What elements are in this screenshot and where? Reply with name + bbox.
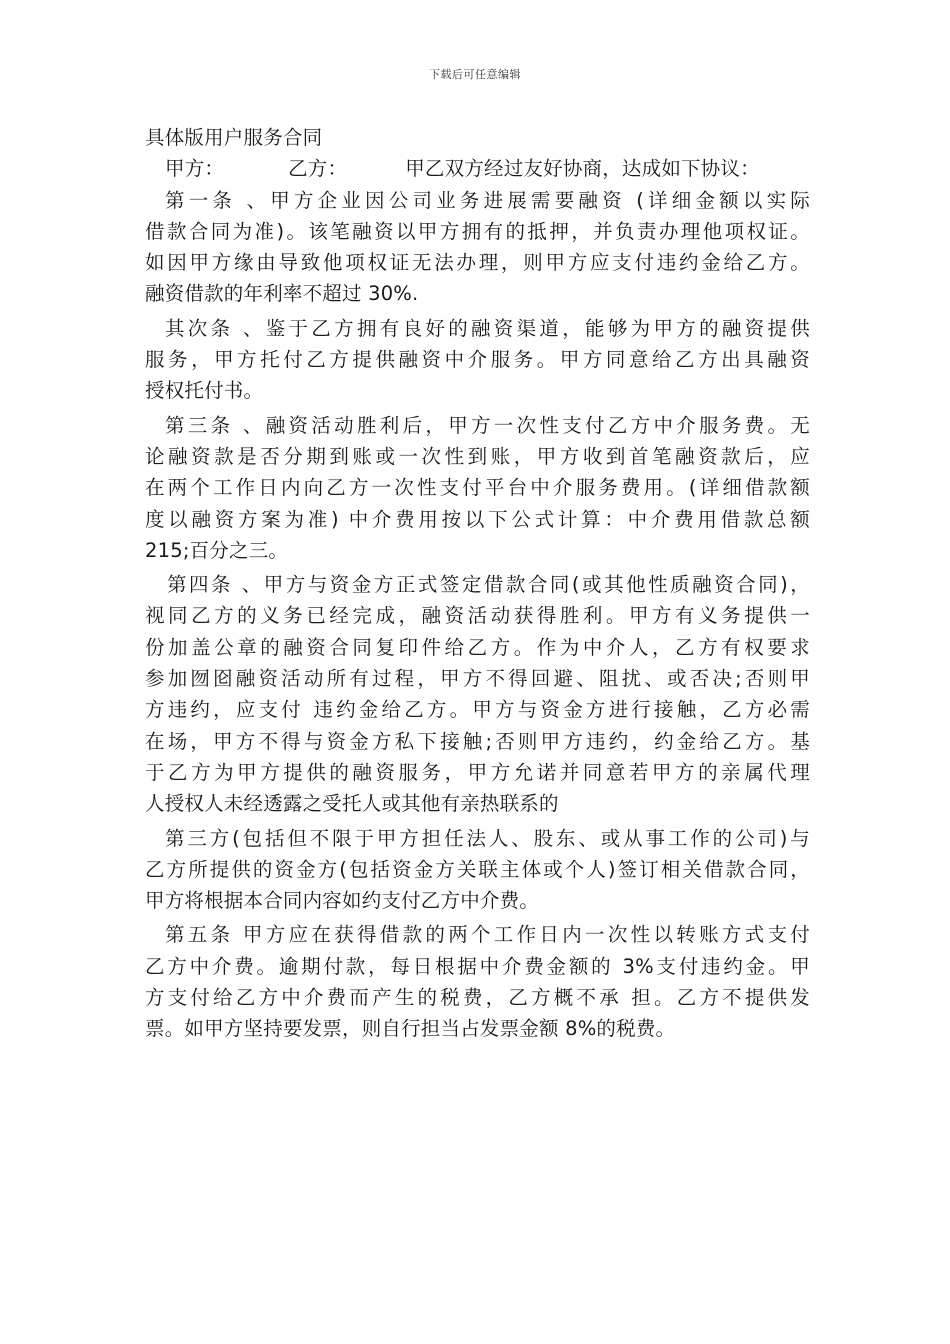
article-2 [145, 313, 810, 407]
article-5-line: 票。如甲方坚持要发票，则自行担当占发票金额 8%的税费。 [145, 1017, 676, 1041]
article-4-line: 在场，甲方不得与资金方私下接触;否则甲方违约，约金给乙方。基 [145, 729, 810, 753]
article-3-line: 第三条 、融资活动胜利后，甲方一次性支付乙方中介服务费。无 [165, 413, 810, 437]
article-4-continued [145, 823, 810, 917]
article-4-line: 参加囫囵融资活动所有过程，甲方不得回避、阻扰、或否决;否则甲 [145, 667, 810, 691]
article-1-line: 如因甲方缘由导致他项权证无法办理，则甲方应支付违约金给乙方。 [145, 251, 810, 275]
article-4-line: 视同乙方的义务已经完成，融资活动获得胜利。甲方有义务提供一 [145, 604, 810, 628]
article-2-line: 授权托付书。 [145, 379, 264, 403]
article-1-line: 第一条 、甲方企业因公司业务进展需要融资 (详细金额以实际 [165, 188, 810, 212]
agreement-intro: 甲乙双方经过友好协商，达成如下协议： [405, 157, 760, 181]
article-5 [145, 919, 810, 1044]
article-4-continued-line: 乙方所提供的资金方(包括资金方关联主体或个人)签订相关借款合同， [145, 857, 810, 881]
article-4-line: 第四条 、甲方与资金方正式签定借款合同(或其他性质融资合同)， [167, 573, 810, 597]
article-3-line: 215;百分之三。 [145, 538, 289, 562]
article-4-line: 份加盖公章的融资合同复印件给乙方。作为中介人，乙方有权要求 [145, 635, 810, 659]
article-3 [145, 410, 810, 566]
document-title: 具体版用户服务合同 [145, 126, 323, 149]
article-1-line: 借款合同为准)。该笔融资以甲方拥有的抵押，并负责办理他项权证。 [145, 219, 810, 243]
page-header: 下载后可任意编辑 [429, 68, 521, 81]
article-3-line: 论融资款是否分期到账或一次性到账，甲方收到首笔融资款后，应 [145, 444, 810, 468]
parties-line [145, 153, 810, 184]
article-4-line: 人授权人未经透露之受托人或其他有亲热联系的 [145, 792, 559, 816]
party-b-label: 乙方： [288, 157, 348, 181]
article-1-line: 融资借款的年利率不超过 30%. [145, 282, 419, 306]
article-3-line: 度以融资方案为准) 中介费用按以下公式计算：中介费用借款总额 [145, 507, 810, 531]
article-4-continued-line: 甲方将根据本合同内容如约支付乙方中介费。 [145, 889, 540, 913]
article-4-continued-line: 第三方(包括但不限于甲方担任法人、股东、或从事工作的公司)与 [165, 826, 810, 850]
article-5-line: 乙方中介费。逾期付款，每日根据中介费金额的 3%支付违约金。甲 [145, 954, 810, 978]
article-5-line: 方支付给乙方中介费而产生的税费，乙方概不承 担。乙方不提供发 [145, 986, 810, 1010]
article-5-line: 第五条 甲方应在获得借款的两个工作日内一次性以转账方式支付 [165, 923, 810, 947]
article-4-line: 于乙方为甲方提供的融资服务，甲方允诺并同意若甲方的亲属代理 [145, 760, 810, 784]
party-a-label: 甲方： [165, 157, 225, 181]
article-3-line: 在两个工作日内向乙方一次性支付平台中介服务费用。(详细借款额 [145, 476, 810, 500]
article-2-line: 其次条 、鉴于乙方拥有良好的融资渠道，能够为甲方的融资提供 [165, 316, 810, 340]
article-1 [145, 185, 810, 310]
article-4-line: 方违约，应支付 违约金给乙方。甲方与资金方进行接触，乙方必需 [145, 698, 810, 722]
article-2-line: 服务，甲方托付乙方提供融资中介服务。甲方同意给乙方出具融资 [145, 348, 810, 372]
document-body [145, 122, 810, 1045]
article-4 [145, 569, 810, 819]
